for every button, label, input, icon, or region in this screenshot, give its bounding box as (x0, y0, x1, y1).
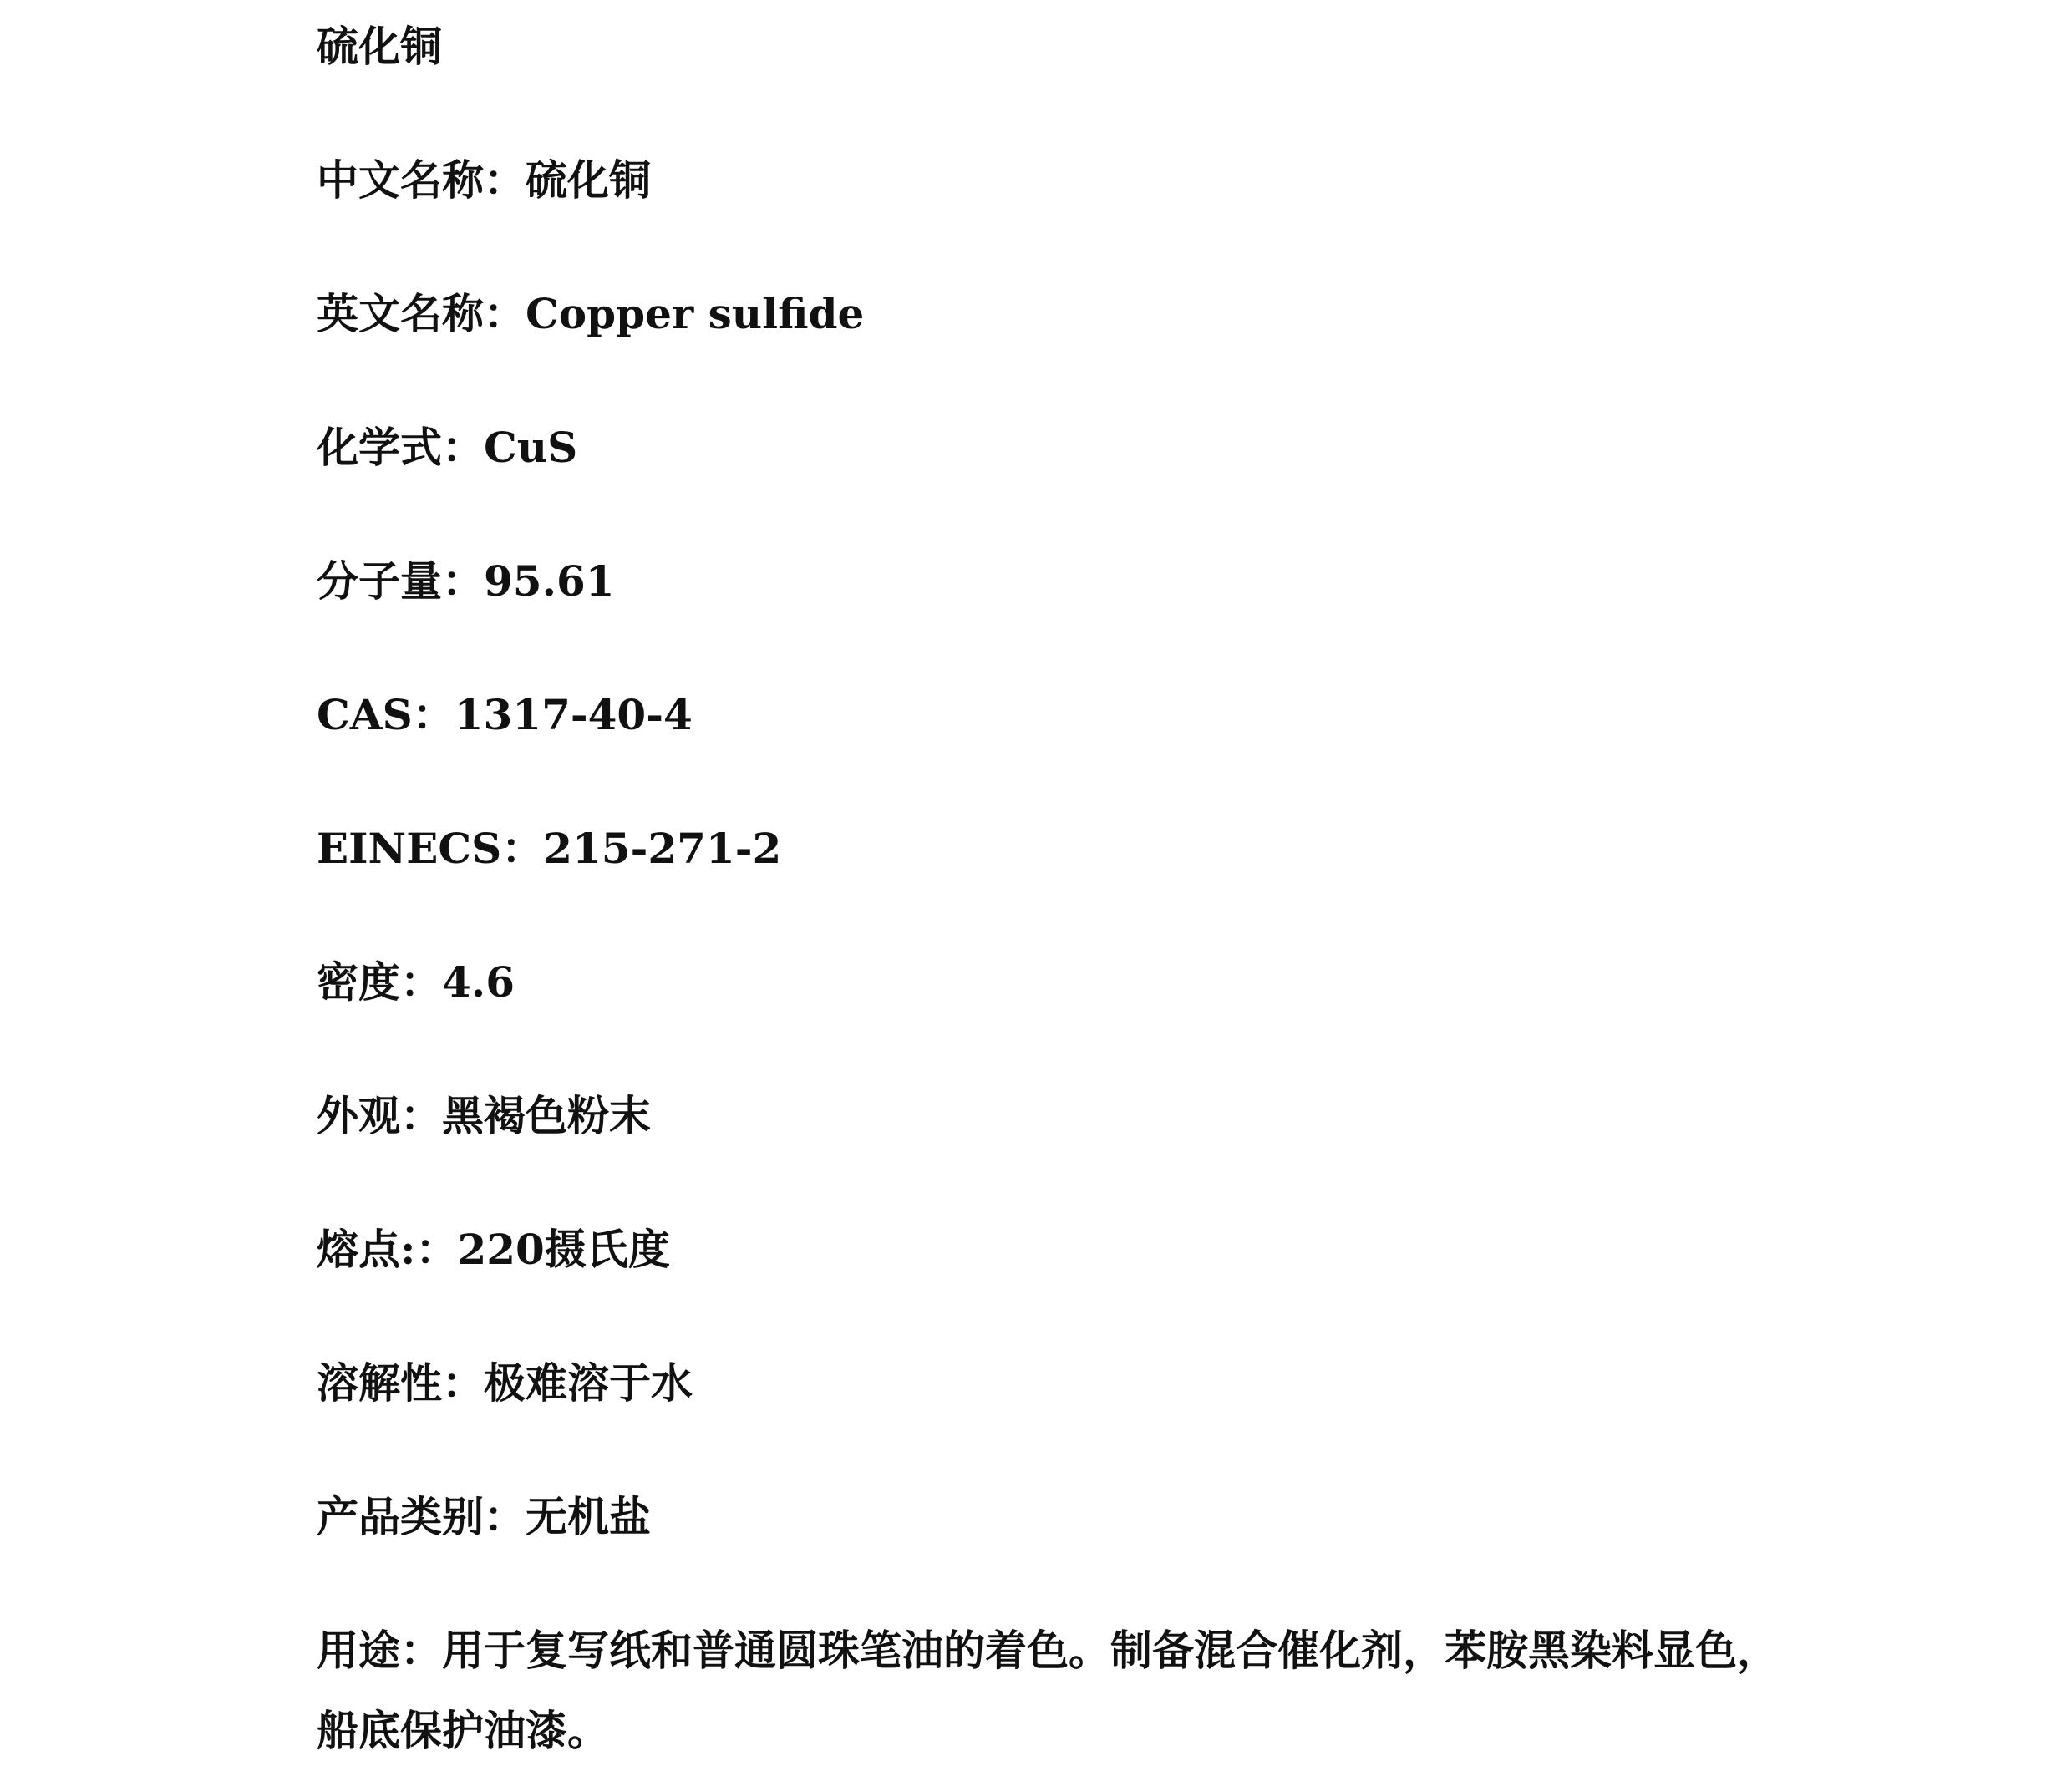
field-separator: ： (442, 423, 484, 472)
field-appearance (317, 1091, 651, 1141)
field-separator: ： (484, 289, 526, 338)
field-label: 密度 (317, 957, 400, 1007)
field-value: 极难溶于水 (484, 1358, 693, 1408)
field-value: Copper sulfide (526, 289, 865, 338)
field-product-category (317, 1492, 651, 1542)
field-cas (317, 690, 693, 740)
field-separator: ： (484, 1492, 526, 1541)
field-value: 215-271-2 (543, 824, 782, 873)
field-chemical-formula (317, 423, 577, 473)
field-separator: ： (442, 556, 484, 606)
field-value: 无机盐 (526, 1492, 651, 1541)
field-einecs (317, 824, 781, 874)
field-english-name (317, 289, 864, 339)
field-value: 硫化铜 (526, 155, 651, 205)
field-label: 用途 (317, 1626, 400, 1675)
field-separator: ： (501, 824, 544, 873)
field-label: 外观 (317, 1091, 400, 1140)
field-chinese-name (317, 155, 651, 206)
field-separator: :： (400, 1225, 458, 1274)
field-value: CuS (484, 423, 578, 472)
field-value: 1317-40-4 (454, 690, 693, 739)
document-title: 硫化铜 (317, 22, 442, 71)
field-molecular-weight (317, 556, 615, 606)
field-label: 化学式 (317, 423, 442, 472)
field-value: 用于复写纸和普通圆珠笔油的着色。制备混合催化剂，苯胺黑染料显色，船底保护油漆。 (317, 1626, 1779, 1755)
field-separator: ： (400, 957, 442, 1007)
field-separator: ： (484, 155, 526, 205)
field-label: 熔点 (317, 1225, 400, 1274)
field-solubility (317, 1358, 693, 1408)
field-label: CAS (317, 690, 413, 739)
field-value: 黑褐色粉末 (442, 1091, 651, 1140)
field-label: 分子量 (317, 556, 442, 606)
field-melting-point (317, 1225, 670, 1275)
field-label: EINECS (317, 824, 502, 873)
field-value: 95.61 (484, 556, 615, 606)
field-label: 产品类别 (317, 1492, 484, 1541)
field-separator: ： (400, 1091, 442, 1140)
field-label: 英文名称 (317, 289, 484, 338)
field-usage (317, 1611, 1787, 1771)
field-density (317, 957, 515, 1007)
field-label: 溶解性 (317, 1358, 442, 1408)
field-value: 220摄氏度 (457, 1225, 670, 1274)
field-label: 中文名称 (317, 155, 484, 205)
field-separator: ： (400, 1626, 442, 1675)
field-value: 4.6 (442, 957, 515, 1007)
field-separator: ： (412, 690, 455, 739)
field-separator: ： (442, 1358, 484, 1408)
